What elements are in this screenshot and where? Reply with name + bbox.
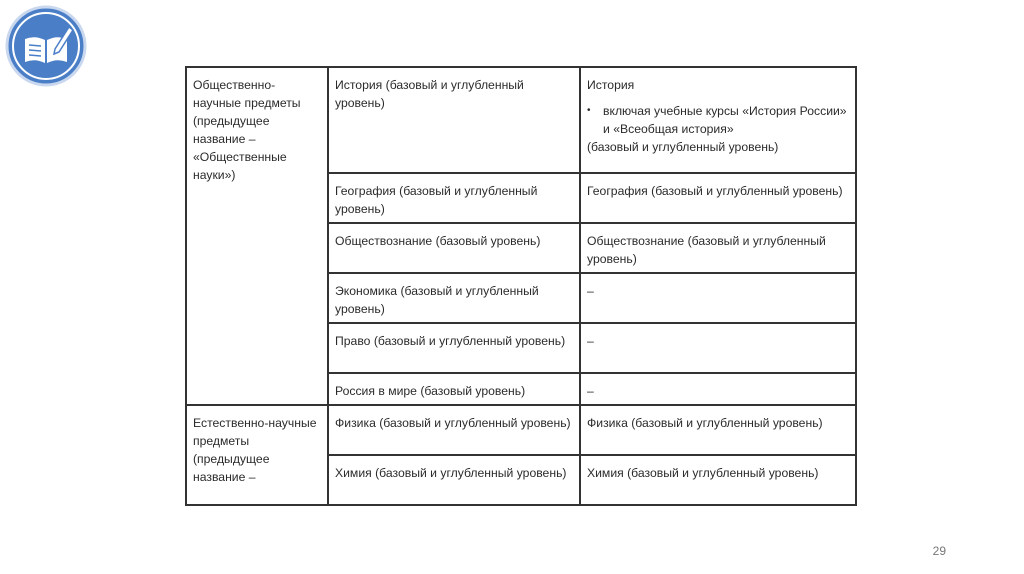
fgos-title: История (587, 78, 635, 92)
table-row (186, 405, 856, 455)
fgos-cell: – (580, 323, 856, 373)
logo (5, 5, 87, 87)
subject-cell: История (базовый и углубленный уровень) (328, 67, 580, 173)
fgos-cell: Физика (базовый и углубленный уровень) (580, 405, 856, 455)
fgos-cell (580, 67, 856, 173)
group-cell: Естественно-научные предметы (предыдущее название – (186, 405, 328, 505)
open-book-pen-icon (5, 5, 87, 87)
page-number: 29 (932, 544, 946, 558)
subject-cell: Химия (базовый и углубленный уровень) (328, 455, 580, 505)
group-cell: Общественно-научные предметы (предыдущее название – «Общественные науки») (186, 67, 328, 405)
fgos-note: (базовый и углубленный уровень) (587, 140, 779, 154)
fgos-cell: Химия (базовый и углубленный уровень) (580, 455, 856, 505)
subject-cell: Экономика (базовый и углубленный уровень) (328, 273, 580, 323)
bullet-icon: • (587, 105, 591, 116)
subject-cell: Право (базовый и углубленный уровень) (328, 323, 580, 373)
bullet-text: включая учебные курсы «История России» и «Всеобщая история» (603, 104, 847, 136)
subject-cell: Россия в мире (базовый уровень) (328, 373, 580, 405)
subject-cell: Обществознание (базовый уровень) (328, 223, 580, 273)
fgos-cell: География (базовый и углубленный уровень) (580, 173, 856, 223)
subject-cell: Физика (базовый и углубленный уровень) (328, 405, 580, 455)
fgos-cell: – (580, 373, 856, 405)
table-row (186, 67, 856, 173)
fgos-cell: – (580, 273, 856, 323)
bullet-item (587, 102, 849, 138)
fgos-cell: Обществознание (базовый и углубленный уровень) (580, 223, 856, 273)
subjects-table (185, 66, 857, 506)
subject-cell: География (базовый и углубленный уровень) (328, 173, 580, 223)
